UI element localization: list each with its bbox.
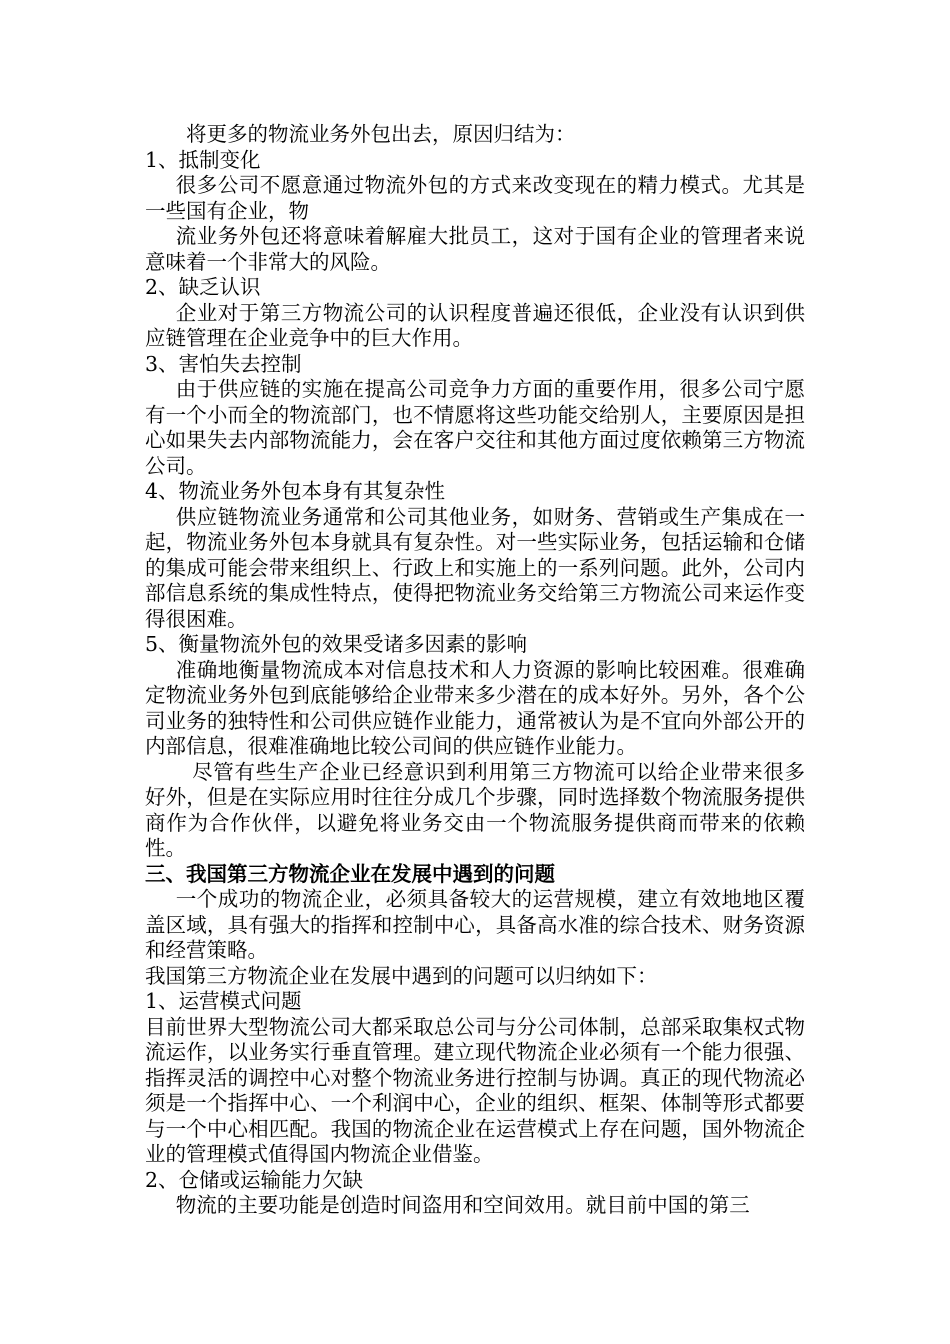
numbered-subheading: 2、缺乏认识 bbox=[145, 275, 261, 299]
numbered-subheading: 1、抵制变化 bbox=[145, 147, 261, 172]
document-body bbox=[145, 122, 805, 1219]
paragraph: 一个成功的物流企业，必须具备较大的运营规模，建立有效地地区覆盖区域，具有强大的指挥和控制中心，具备高水准的综合技术、财务资源和经营策略。 bbox=[145, 887, 805, 962]
paragraph: 供应链物流业务通常和公司其他业务，如财务、营销或生产集成在一起，物流业务外包本身就具有复杂性。对一些实际业务，包括运输和仓储的集成可能会带来组织上、行政上和实施上的一系列问题。此外，公司内部信息系统的集成性特点，使得把物流业务交给第三方物流公司来运作变得很困难。 bbox=[145, 504, 805, 631]
paragraph: 我国第三方物流企业在发展中遇到的问题可以归纳如下： bbox=[145, 963, 658, 988]
paragraph: 流业务外包还将意味着解雇大批员工，这对于国有企业的管理者来说意味着一个非常大的风险。 bbox=[145, 224, 805, 274]
paragraph: 准确地衡量物流成本对信息技术和人力资源的影响比较困难。很难确定物流业务外包到底能够给企业带来多少潜在的成本好外。另外，各个公司业务的独特性和公司供应链作业能力，通常被认为是不宜向外部公开的内部信息，很难准确地比较公司间的供应链作业能力。 bbox=[145, 657, 805, 758]
numbered-subheading: 4、物流业务外包本身有其复杂性 bbox=[145, 479, 446, 503]
paragraph: 将更多的物流业务外包出去，原因归结为： bbox=[186, 122, 576, 146]
paragraph: 企业对于第三方物流公司的认识程度普遍还很低，企业没有认识到供应链管理在企业竞争中的巨大作用。 bbox=[145, 300, 805, 350]
paragraph: 很多公司不愿意通过物流外包的方式来改变现在的精力模式。尤其是一些国有企业，物 bbox=[145, 173, 805, 223]
paragraph: 由于供应链的实施在提高公司竞争力方面的重要作用，很多公司宁愿有一个小而全的物流部门，也不情愿将这些功能交给别人，主要原因是担心如果失去内部物流能力，会在客户交往和其他方面过度依赖第三方物流公司。 bbox=[145, 377, 805, 478]
numbered-subheading: 1、运营模式问题 bbox=[145, 989, 302, 1013]
paragraph: 目前世界大型物流公司大都采取总公司与分公司体制，总部采取集权式物流运作，以业务实行垂直管理。建立现代物流企业必须有一个能力很强、指挥灵活的调控中心对整个物流业务进行控制与协调。真正的现代物流必须是一个指挥中心、一个利润中心，企业的组织、框架、体制等形式都要与一个中心相匹配。我国的物流企业在运营模式上存在问题，国外物流企业的管理模式值得国内物流企业借鉴。 bbox=[145, 1014, 805, 1166]
numbered-subheading: 5、衡量物流外包的效果受诸多因素的影响 bbox=[145, 632, 528, 656]
paragraph: 尽管有些生产企业已经意识到利用第三方物流可以给企业带来很多好外，但是在实际应用时往往分成几个步骤，同时选择数个物流服务提供商作为合作伙伴，以避免将业务交由一个物流服务提供商而带来的依赖性。 bbox=[145, 759, 805, 860]
numbered-subheading: 3、害怕失去控制 bbox=[145, 351, 302, 376]
section-heading: 三、我国第三方物流企业在发展中遇到的问题 bbox=[145, 861, 555, 886]
paragraph: 物流的主要功能是创造时间盗用和空间效用。就目前中国的第三 bbox=[175, 1193, 750, 1217]
numbered-subheading: 2、仓储或运输能力欠缺 bbox=[145, 1167, 364, 1192]
